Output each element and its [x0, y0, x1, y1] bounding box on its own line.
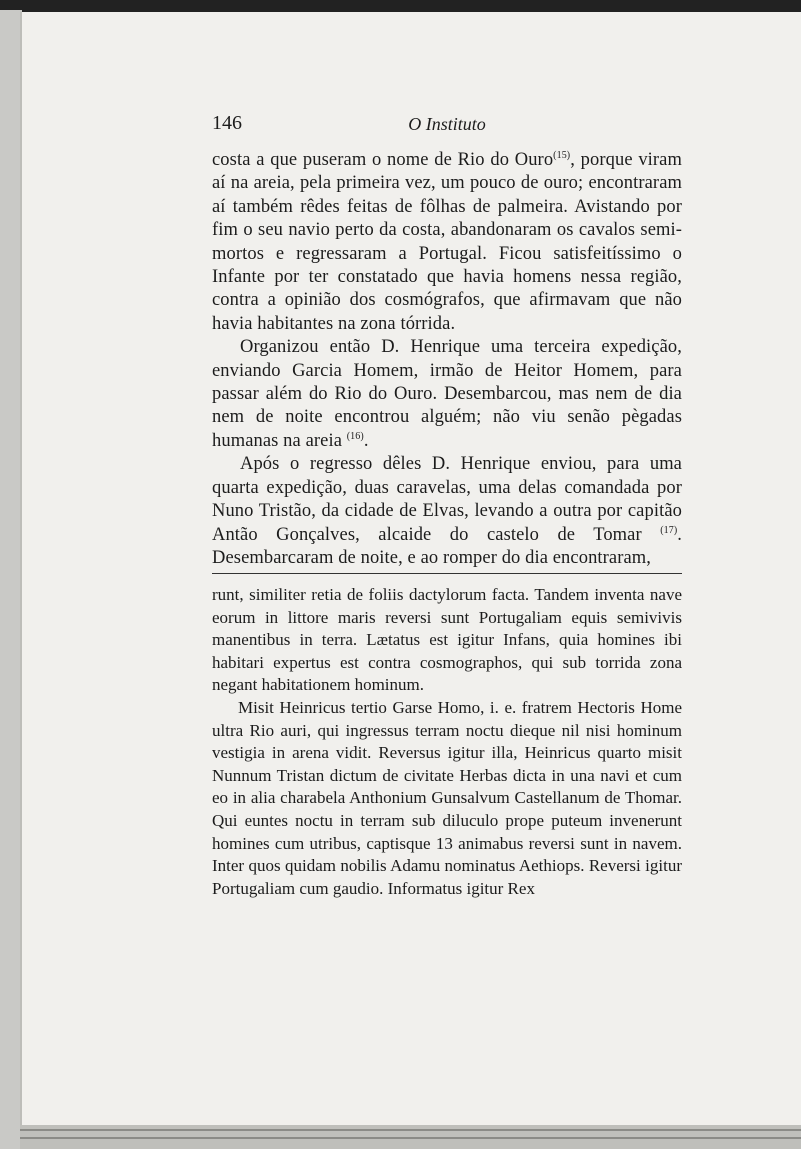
paragraph-3-text-a: Após o regresso dêles D. Henrique enviou, para uma quarta expedição, duas caravelas, uma delas comandada por Nuno Tristão, da cidade de Elvas, levando a outra por capitão Antão Gonçalves, alcaide do castelo de Tomar	[212, 454, 682, 545]
main-text	[212, 149, 682, 570]
paragraph-2	[212, 336, 682, 453]
footnote-ref-16: (16)	[346, 430, 364, 442]
page-number: 146	[212, 112, 242, 134]
scan-bottom-edge	[20, 1125, 801, 1149]
page-edge-line	[20, 1137, 801, 1139]
running-title: O Instituto	[408, 114, 486, 134]
paragraph-1-text-a: costa a que puseram o nome de Rio do Ouro	[212, 150, 554, 170]
footnote-paragraph-2: Misit Heinricus tertio Garse Homo, i. e. fratrem Hectoris Home ultra Rio auri, qui ingressus terram noctu dieque nil nisi hominum vestigia in arena vidit. Reversus igitur illa, Heinricus quarto misit Nunnum Tristan dictum de civitate Herbas dicta in una navi et cum eo in alia charabela Anthonium Gunsalvum Castellanum de Thomar. Qui euntes noctu in terram sub diluculo prope puteum invenerunt homines cum utribus, captisque 13 animabus reversi sunt in navem. Inter quos quidam nobilis Adamu nominatus Aethiops. Reversi igitur Portugaliam cum gaudio. Informatus igitur Rex	[212, 697, 682, 898]
scan-left-margin	[0, 10, 22, 1149]
paragraph-1-text-b: , porque viram aí na areia, pela primeira vez, um pouco de ouro; encontraram aí também rêdes feitas de fôlhas de palmeira. Avistando por fim o seu navio perto da costa, abandonaram os cavalos semi-mortos e regressaram a Portugal. Ficou satisfeitíssimo o Infante por ter constatado que havia homens nessa região, contra a opinião dos cosmógrafos, que afirmavam que não havia habitantes na zona tórrida.	[212, 150, 682, 334]
paragraph-3-text-b: . Desembarcaram de noite, e ao romper do dia encontraram,	[212, 524, 682, 568]
paragraph-2-text-b: .	[363, 430, 369, 451]
paragraph-3	[212, 453, 682, 570]
page-edge-line	[20, 1129, 801, 1131]
page-header	[212, 112, 682, 138]
paragraph-1	[212, 149, 682, 336]
footnote-ref-17: (17)	[660, 524, 678, 536]
footnote-separator	[212, 573, 682, 574]
footnote-block	[212, 584, 682, 900]
footnote-ref-15: (15)	[553, 149, 571, 161]
footnote-paragraph-1: runt, similiter retia de foliis dactylorum facta. Tandem inventa nave eorum in littore maris reversi sunt Portugaliam equis semivivis manentibus in terra. Lætatus est igitur Infans, quia homines ibi habitari expertus est contra cosmographos, qui sub torrida zona negant habitationem hominum.	[212, 585, 682, 695]
scan-top-edge	[0, 0, 801, 12]
paragraph-2-text-a: Organizou então D. Henrique uma terceira expedição, enviando Garcia Homem, irmão de Heitor Homem, para passar além do Rio do Ouro. Desembarcou, mas nem de dia nem de noite encontrou alguém; não viu senão pègadas humanas na areia	[212, 337, 682, 451]
